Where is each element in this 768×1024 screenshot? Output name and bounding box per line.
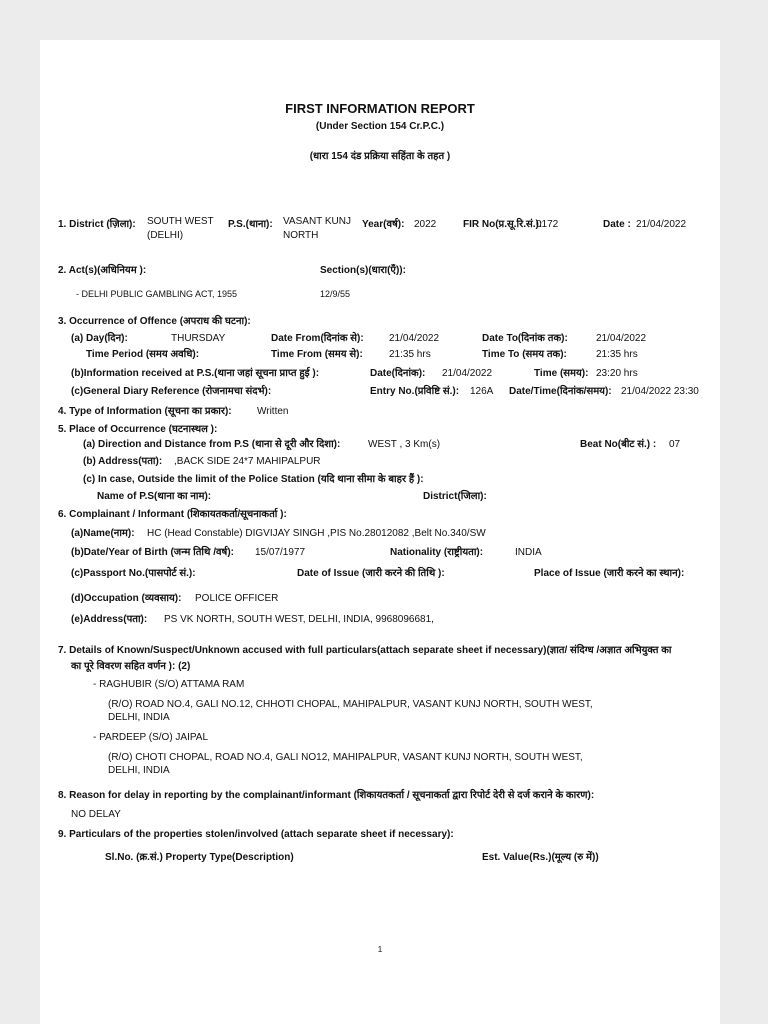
complainant-address-value: PS VK NORTH, SOUTH WEST, DELHI, INDIA, 9968096681,: [164, 614, 434, 625]
info-time-label: Time (समय):: [534, 368, 589, 379]
fir-value: 0172: [536, 219, 559, 230]
accused-address-line: DELHI, INDIA: [108, 712, 170, 723]
place-address-value: ,BACK SIDE 24*7 MAHIPALPUR: [174, 456, 321, 467]
direction-value: WEST , 3 Km(s): [368, 439, 441, 450]
dob-value: 15/07/1977: [255, 547, 306, 558]
passport-label: (c)Passport No.(पासपोर्ट सं.):: [71, 568, 196, 579]
time-from-value: 21:35 hrs: [389, 349, 431, 360]
accused-address-line: (R/O) CHOTI CHOPAL, ROAD NO.4, GALI NO12, MAHIPALPUR, VASANT KUNJ NORTH, SOUTH WEST,: [108, 752, 583, 763]
info-type-value: Written: [257, 406, 289, 417]
occupation-value: POLICE OFFICER: [195, 593, 279, 604]
issue-date-label: Date of Issue (जारी करने की तिथि ):: [297, 568, 445, 579]
date-value: 21/04/2022: [636, 219, 687, 230]
district-value-2: (DELHI): [147, 230, 184, 241]
properties-heading: 9. Particulars of the properties stolen/involved (attach separate sheet if necessary):: [58, 829, 454, 840]
time-period-label: Time Period (समय अवधि):: [86, 349, 200, 360]
info-time-value: 23:20 hrs: [596, 368, 638, 379]
name-of-ps-label: Name of P.S(थाना का नाम):: [97, 491, 212, 502]
accused-name: - RAGHUBIR (S/O) ATTAMA RAM: [93, 679, 245, 690]
beat-value: 07: [669, 439, 681, 450]
date-from-value: 21/04/2022: [389, 333, 440, 344]
issue-place-label: Place of Issue (जारी करने का स्थान):: [534, 568, 685, 579]
direction-label: (a) Direction and Distance from P.S (थाना से दूरी और दिशा):: [83, 439, 341, 450]
delay-heading: 8. Reason for delay in reporting by the complainant/informant (शिकायतकर्ता / सूचनाकर्ता द्वारा रिपोर्ट देरी से दर्ज कराने के कारण):: [58, 790, 595, 801]
accused-name: - PARDEEP (S/O) JAIPAL: [93, 732, 209, 743]
date-to-value: 21/04/2022: [596, 333, 647, 344]
complainant-name-label: (a)Name(नाम):: [71, 528, 135, 539]
properties-col-value: Est. Value(Rs.)(मूल्य (रु में)): [482, 852, 599, 863]
accused-address-line: DELHI, INDIA: [108, 765, 170, 776]
properties-col-description: Sl.No. (क्र.सं.) Property Type(Description): [105, 852, 294, 863]
document-page: [40, 40, 720, 1024]
gd-reference-label: (c)General Diary Reference (रोजनामचा संदर्भ):: [71, 386, 272, 397]
info-date-label: Date(दिनांक):: [370, 368, 426, 379]
date-to-label: Date To(दिनांक तक):: [482, 333, 568, 344]
year-value: 2022: [414, 219, 437, 230]
outside-limit-label: (c) In case, Outside the limit of the Police Station (यदि थाना सीमा के बाहर हैं ):: [83, 474, 424, 485]
delay-value: NO DELAY: [71, 809, 121, 820]
info-received-label: (b)Information received at P.S.(थाना जहां सूचना प्राप्त हुई ):: [71, 368, 320, 379]
ps-value-1: VASANT KUNJ: [283, 216, 351, 227]
section-value: 12/9/55: [320, 289, 351, 299]
complainant-address-label: (e)Address(पता):: [71, 614, 148, 625]
date-from-label: Date From(दिनांक से):: [271, 333, 364, 344]
act-value: - DELHI PUBLIC GAMBLING ACT, 1955: [76, 289, 238, 299]
accused-heading-2: का पूरे विवरण सहित वर्णन ): (2): [71, 661, 191, 672]
nationality-value: INDIA: [515, 547, 542, 558]
datetime-label: Date/Time(दिनांक/समय):: [509, 386, 612, 397]
place-address-label: (b) Address(पता):: [83, 456, 163, 467]
entry-no-label: Entry No.(प्रविष्टि सं.):: [370, 386, 460, 397]
outside-district-label: District(जिला):: [423, 491, 487, 502]
complainant-heading: 6. Complainant / Informant (शिकायतकर्ता/सूचनाकर्ता ):: [58, 509, 287, 520]
fir-label: FIR No(प्र.सू.रि.सं.):: [463, 219, 543, 230]
district-label: 1. District (ज़िला):: [58, 219, 136, 230]
complainant-name-value: HC (Head Constable) DIGVIJAY SINGH ,PIS No.28012082 ,Belt No.340/SW: [147, 528, 486, 539]
act-label: 2. Act(s)(अधिनियम ):: [58, 265, 147, 276]
accused-address-line: (R/O) ROAD NO.4, GALI NO.12, CHHOTI CHOPAL, MAHIPALPUR, VASANT KUNJ NORTH, SOUTH WEST,: [108, 699, 593, 710]
year-label: Year(वर्ष):: [362, 219, 405, 230]
entry-no-value: 126A: [470, 386, 494, 397]
report-title: FIRST INFORMATION REPORT: [285, 101, 475, 116]
time-from-label: Time From (समय से):: [271, 349, 363, 360]
info-date-value: 21/04/2022: [442, 368, 493, 379]
info-type-label: 4. Type of Information (सूचना का प्रकार):: [58, 406, 232, 417]
page-number: 1: [377, 945, 383, 954]
place-heading: 5. Place of Occurrence (घटनास्थल ):: [58, 424, 218, 435]
time-to-value: 21:35 hrs: [596, 349, 638, 360]
day-value: THURSDAY: [171, 333, 226, 344]
report-subtitle-hindi: (धारा 154 दंड प्रक्रिया सहिंता के तहत ): [309, 151, 451, 162]
accused-heading-1: 7. Details of Known/Suspect/Unknown accused with full particulars(attach separate sheet if necessary)(ज्ञात/ संदिग्ध /अज्ञात अभियुक्त का: [58, 645, 672, 656]
date-label: Date :: [603, 219, 631, 230]
occurrence-heading: 3. Occurrence of Offence (अपराध की घटना):: [58, 316, 251, 327]
district-value-1: SOUTH WEST: [147, 216, 214, 227]
day-label: (a) Day(दिन):: [71, 333, 128, 344]
ps-label: P.S.(थाना):: [228, 219, 273, 230]
beat-label: Beat No(बीट सं.) :: [580, 439, 657, 450]
time-to-label: Time To (समय तक):: [482, 349, 567, 360]
ps-value-2: NORTH: [283, 230, 319, 241]
nationality-label: Nationality (राष्ट्रीयता):: [390, 547, 484, 558]
report-subtitle: (Under Section 154 Cr.P.C.): [315, 121, 445, 132]
occupation-label: (d)Occupation (व्यवसाय):: [71, 593, 182, 604]
datetime-value: 21/04/2022 23:30: [621, 386, 699, 397]
section-label: Section(s)(धारा(एँ)):: [320, 265, 406, 276]
dob-label: (b)Date/Year of Birth (जन्म तिथि /वर्ष):: [71, 547, 234, 558]
